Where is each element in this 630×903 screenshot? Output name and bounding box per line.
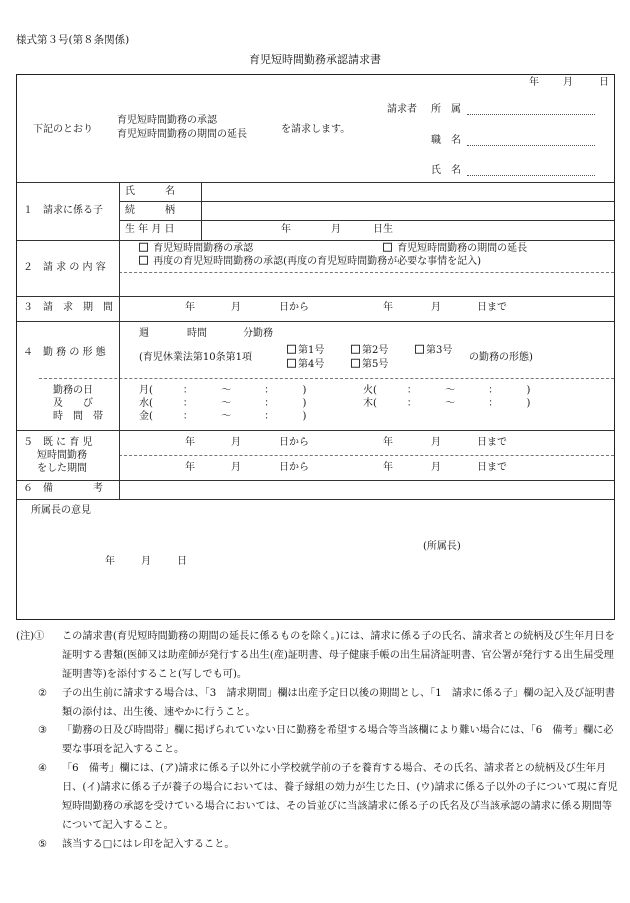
reapproval-reason-field[interactable] — [120, 273, 613, 295]
birth-year: 年 — [281, 223, 291, 235]
day-fri-time: ： 〜 ： ) — [182, 410, 307, 422]
past-1-from-suffix: 日から — [279, 436, 309, 448]
opinion-day: 日 — [177, 556, 187, 567]
note-3 — [16, 722, 620, 760]
requester-name-label: 氏 名 — [431, 165, 461, 176]
notes — [16, 628, 620, 855]
reapproval-checkbox[interactable] — [139, 256, 148, 265]
note-3-number: ③ — [38, 725, 48, 737]
date-month: 月 — [563, 77, 573, 88]
day-fri-label: 金( — [139, 410, 153, 422]
requester-label: 請求者 — [387, 104, 417, 115]
note-2-number: ② — [38, 687, 48, 699]
period-to-month: 月 — [431, 301, 441, 313]
past-1-from-year: 年 — [185, 436, 195, 448]
date-day: 日 — [599, 77, 609, 88]
note-1-number: (注)① — [16, 631, 45, 642]
opinion-month: 月 — [141, 556, 151, 567]
schedule-label-2: 及 び — [53, 397, 93, 409]
opinion-year: 年 — [105, 556, 115, 567]
option-reapproval-label: 再度の育児短時間勤務の承認(再度の育児短時間勤務が必要な事情を記入) — [153, 255, 481, 267]
minutes-label: 分勤務 — [243, 327, 273, 339]
period-to-year: 年 — [383, 301, 393, 313]
past-1-from-month: 月 — [231, 436, 241, 448]
schedule-label-1: 勤務の日 — [53, 384, 93, 396]
section5-label-2: 短時間勤務 — [37, 449, 87, 461]
section5-label-3: をした期間 — [37, 462, 87, 474]
requester-name-field[interactable] — [467, 165, 595, 176]
note-4 — [16, 760, 620, 836]
form-table — [16, 74, 615, 620]
day-tue-label: 火( — [363, 384, 377, 396]
remarks-field[interactable] — [120, 481, 613, 498]
option-extension-label: 育児短時間勤務の期間の延長 — [397, 242, 528, 254]
law-prefix: (育児休業法第10条第1項 — [139, 351, 252, 363]
section1-label: １ 請求に係る子 — [23, 204, 103, 216]
day-mon[interactable] — [139, 385, 306, 398]
law-suffix: の勤務の形態) — [469, 351, 533, 363]
intro-option-extension: 育児短時間勤務の期間の延長 — [117, 129, 247, 140]
intro-option-approval: 育児短時間勤務の承認 — [117, 115, 217, 126]
type-2-checkbox[interactable] — [351, 345, 360, 354]
child-relation-field[interactable] — [202, 202, 613, 220]
note-4-text: 「6 備考」欄には、(ア)請求に係る子以外に小学校就学前の子を養育する場合、その氏名、請求者との続柄及び生年月日、(イ)請求に係る子が養子の場合においては、養子縁組の効力が生じた日、(ウ)請求に係る子以外の子について現に育児短時間勤務の承認を受けている場合においては、その旨並びに当該請求に係る子の氏名及び当該承認の請求に係る期間等について記入すること。 — [62, 763, 618, 831]
period-to-suffix: 日まで — [477, 301, 507, 313]
position-field[interactable] — [467, 135, 595, 146]
note-1-text: この請求書(育児短時間勤務の期間の延長に係るものを除く。)には、請求に係る子の氏名、請求者との続柄及び生年月日を証明する書類(医師又は助産師が発行する出生(産)証明書、母子健康手帳の出生届済証明書、官公署が発行する出生届受理証明書等)を添付すること(写しでも可)。 — [62, 631, 615, 680]
manager-signature-label: (所属長) — [423, 541, 461, 552]
past-1-to-suffix: 日まで — [477, 436, 507, 448]
schedule-label-3: 時 間 帯 — [53, 410, 103, 422]
period-from-suffix: 日から — [279, 301, 309, 313]
birth-month: 月 — [331, 223, 341, 235]
note-3-text: 「勤務の日及び時間帯」欄に掲げられていない日に勤務を希望する場合等当該欄により難い場合には、「6 備考」欄に必要な事項を記入すること。 — [62, 725, 614, 756]
section3-label: ３ 請 求 期 間 — [23, 301, 113, 313]
form-number: 様式第３号(第８条関係) — [16, 34, 130, 46]
type-item-5[interactable] — [351, 359, 388, 372]
weekly-label: 週 — [139, 327, 149, 339]
type-2-label: 第2号 — [362, 344, 389, 356]
past-2-from-month: 月 — [231, 461, 241, 473]
opinion-label: 所属長の意見 — [31, 505, 91, 516]
document-title: 育児短時間勤務承認請求書 — [249, 53, 381, 66]
type-4-label: 第4号 — [298, 358, 325, 370]
type-1-checkbox[interactable] — [287, 345, 296, 354]
day-fri[interactable] — [139, 411, 306, 424]
birth-day: 日生 — [373, 223, 393, 235]
section2-label: ２ 請 求 の 内 容 — [23, 261, 106, 273]
child-name-field[interactable] — [202, 183, 613, 201]
approval-checkbox[interactable] — [139, 243, 148, 252]
note-1 — [16, 628, 620, 685]
period-from-month: 月 — [231, 301, 241, 313]
note-5 — [16, 836, 620, 855]
note-4-number: ④ — [38, 763, 48, 775]
day-tue-time: ： 〜 ： ) — [406, 384, 531, 396]
type-item-3[interactable] — [415, 345, 452, 358]
position-label: 職 名 — [431, 135, 461, 146]
date-year: 年 — [529, 77, 539, 88]
note-2 — [16, 685, 620, 723]
option-approval[interactable] — [139, 243, 253, 256]
intro-lead: 下記のとおり — [33, 124, 93, 135]
type-3-label: 第3号 — [426, 344, 453, 356]
section5-label-1: ５ 既 に 育 児 — [23, 436, 93, 448]
type-item-2[interactable] — [351, 345, 388, 358]
affiliation-field[interactable] — [467, 104, 595, 115]
child-relation-label: 続 柄 — [125, 204, 175, 216]
type-5-checkbox[interactable] — [351, 359, 360, 368]
opinion-field[interactable] — [18, 519, 613, 619]
day-wed-label: 水( — [139, 397, 153, 409]
past-2-to-year: 年 — [383, 461, 393, 473]
affiliation-label: 所 属 — [431, 104, 461, 115]
type-4-checkbox[interactable] — [287, 359, 296, 368]
period-from-year: 年 — [185, 301, 195, 313]
section6-label: ６ 備 考 — [23, 482, 103, 494]
option-reapproval[interactable] — [139, 256, 481, 269]
past-1-to-year: 年 — [383, 436, 393, 448]
past-2-from-suffix: 日から — [279, 461, 309, 473]
hours-label: 時間 — [187, 327, 207, 339]
type-item-4[interactable] — [287, 359, 324, 372]
day-mon-time: ： 〜 ： ) — [182, 384, 307, 396]
past-1-to-month: 月 — [431, 436, 441, 448]
child-birth-label: 生 年 月 日 — [125, 223, 175, 235]
day-thu[interactable] — [363, 398, 530, 411]
type-1-label: 第1号 — [298, 344, 325, 356]
day-mon-label: 月( — [139, 384, 153, 396]
note-5-number: ⑤ — [38, 838, 48, 850]
day-thu-label: 木( — [363, 397, 377, 409]
day-tue[interactable] — [363, 385, 530, 398]
extension-checkbox[interactable] — [383, 243, 392, 252]
past-2-to-month: 月 — [431, 461, 441, 473]
intro-tail: を請求します。 — [281, 124, 351, 135]
option-extension[interactable] — [383, 243, 527, 256]
type-item-1[interactable] — [287, 345, 324, 358]
past-2-to-suffix: 日まで — [477, 461, 507, 473]
day-wed-time: ： 〜 ： ) — [182, 397, 307, 409]
note-2-text: 子の出生前に請求する場合は、「3 請求期間」欄は出産予定日以後の期間とし、「1 請求に係る子」欄の記入及び証明書類の添付は、出生後、速やかに行うこと。 — [62, 687, 615, 718]
day-thu-time: ： 〜 ： ) — [406, 397, 531, 409]
option-approval-label: 育児短時間勤務の承認 — [153, 242, 254, 254]
section4-label: ４ 勤 務 の 形 態 — [23, 346, 106, 358]
type-5-label: 第5号 — [362, 358, 389, 370]
type-3-checkbox[interactable] — [415, 345, 424, 354]
day-wed[interactable] — [139, 398, 306, 411]
past-2-from-year: 年 — [185, 461, 195, 473]
child-name-label: 氏 名 — [125, 185, 175, 197]
note-5-text: 該当する□にはレ印を記入すること。 — [62, 838, 235, 850]
